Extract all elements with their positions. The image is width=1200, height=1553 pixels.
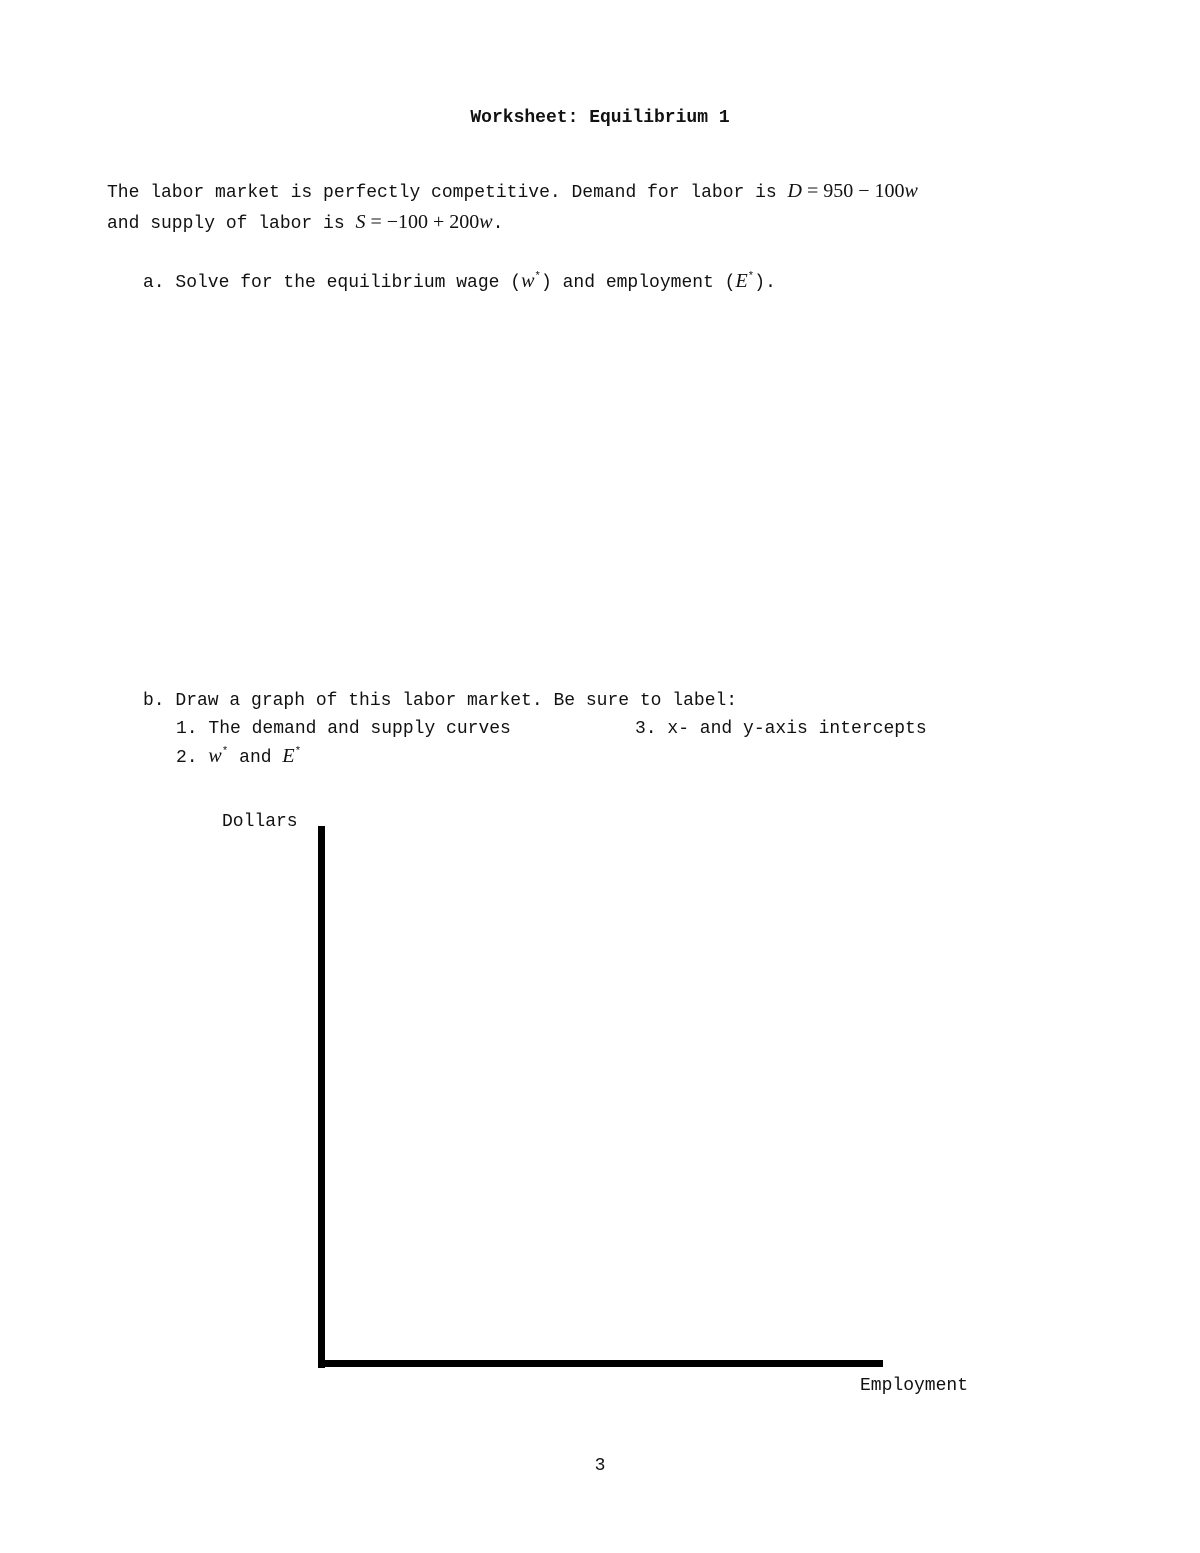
item-2-wage: w	[208, 745, 222, 767]
supply-equation: = −100 + 200	[365, 211, 480, 233]
employment-variable: E	[735, 270, 748, 292]
x-axis-label: Employment	[860, 1376, 969, 1396]
item-2-employment: E	[282, 745, 295, 767]
part-b-item-2	[176, 745, 301, 768]
intro-line-2	[107, 211, 503, 234]
worksheet-title: Worksheet: Equilibrium 1	[470, 108, 730, 128]
part-b-item-1: 1. The demand and supply curves	[176, 719, 511, 739]
wage-star: *	[534, 271, 542, 283]
intro-text-2: and supply of labor is	[107, 214, 356, 234]
part-b-question: b. Draw a graph of this labor market. Be sure to label:	[143, 691, 738, 711]
demand-equation: = 950 − 100	[801, 180, 905, 202]
y-axis	[318, 826, 325, 1368]
demand-variable: D	[787, 180, 802, 202]
x-axis	[318, 1360, 883, 1367]
employment-star: *	[747, 271, 755, 283]
part-a-question	[143, 270, 776, 293]
page-number: 3	[594, 1456, 606, 1476]
item-2-employment-star: *	[294, 746, 302, 758]
part-a-middle: ) and employment (	[541, 273, 736, 293]
intro-line-1	[107, 180, 918, 203]
intro-text: The labor market is perfectly competitive. Demand for labor is	[107, 183, 788, 203]
wage-variable: w	[521, 270, 535, 292]
part-a-prefix: a. Solve for the equilibrium wage (	[143, 273, 522, 293]
part-a-end: ).	[754, 273, 776, 293]
item-2-and: and	[228, 748, 283, 768]
item-2-number: 2.	[176, 748, 209, 768]
supply-variable: S	[355, 211, 366, 233]
demand-wage-variable: w	[904, 180, 918, 202]
item-2-wage-star: *	[221, 746, 229, 758]
y-axis-label: Dollars	[222, 812, 298, 832]
part-b-item-3: 3. x- and y-axis intercepts	[635, 719, 927, 739]
supply-wage-variable: w	[479, 211, 493, 233]
intro-period: .	[492, 214, 504, 234]
